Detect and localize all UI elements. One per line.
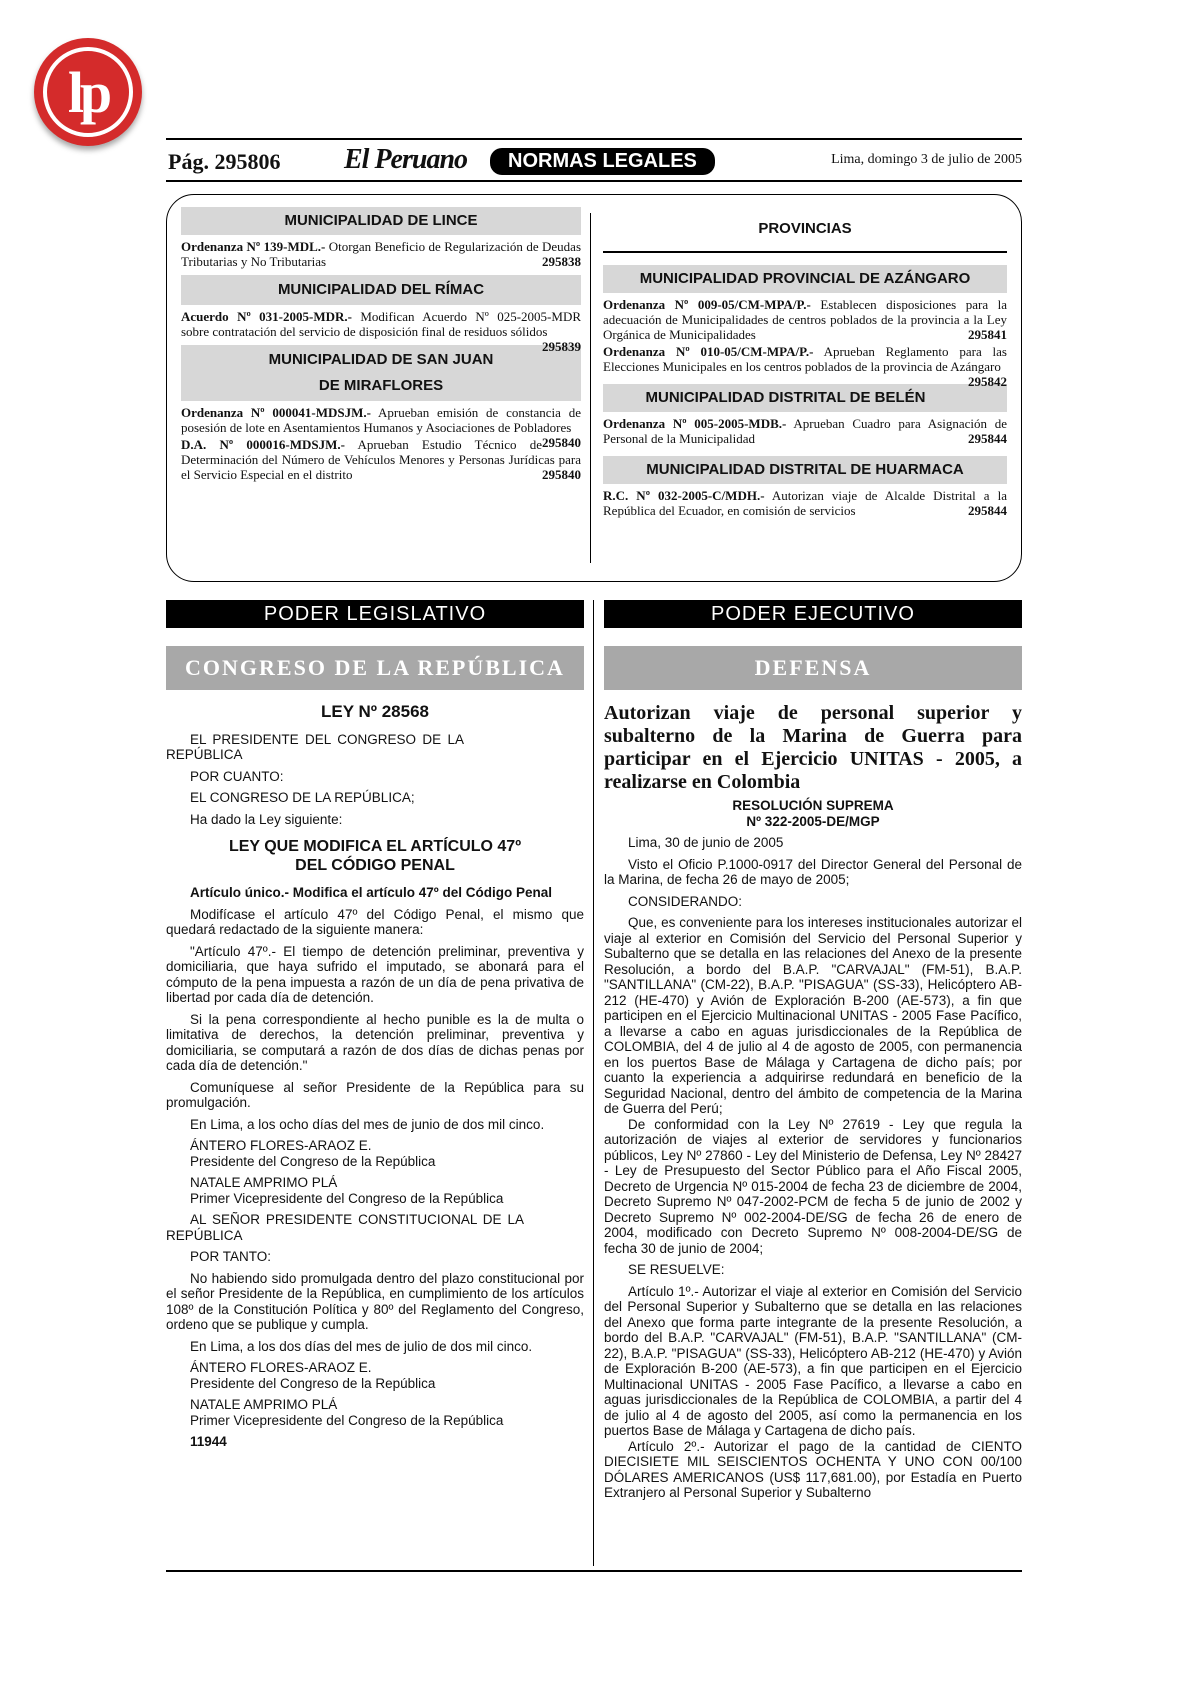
paragraph: Ha dado la Ley siguiente: [190, 811, 343, 827]
article-heading: Artículo único.- Modifica el artículo 47º del Código Penal [190, 885, 552, 900]
entry-ref: Acuerdo Nº 031-2005-MDR.- [181, 309, 352, 324]
paragraph: Artículo 1º.- Autorizar el viaje al exterior en Comisión del Servicio del Personal Superior y Subalterno que se detalla en las relaciones del Anexo que forma parte integrante de la presente Resolución, a bordo del B.A.P. "CARVAJAL" (FM-51), B.A.P. "SANTILLANA" (CM-22), B.A.P. "PISAGUA" (SS-33), Helicóptero AB-212 (HE-470) y Avión de Exploración B-200 (AE-573), a fin que participen en el Ejercicio Multinacional UNITAS - 2005 Fase Pacífico, a llevarse a cabo en aguas jurisdiccionales de la República de COLOMBIA, a partir del 4 de julio al 4 de agosto del 2005, así como la permanencia en los puertos Base de Málaga y Cartagena de dicho país. [604, 1283, 1022, 1438]
paragraph: Si la pena correspondiente al hecho punible es la de multa o limitativa de derechos, la detención preliminar, preventiva y domiciliaria, se computará a razón de dos días de dichas penas por cada día de detención." [166, 1011, 584, 1073]
entry-ref: R.C. Nº 032-2005-C/MDH.- [603, 488, 765, 503]
entry-ref: D.A. Nº 000016-MDSJM.- [181, 437, 345, 452]
entry-text: Establecen disposiciones para la adecuación de Municipalidades de centros poblados de la provincia a la Ley Orgánica de Municipalidades [603, 297, 1007, 342]
summary-right [603, 217, 1007, 524]
section-band-ejecutivo: PODER EJECUTIVO [604, 600, 1022, 628]
entry-text: Aprueban Estudio Técnico de Determinación del Número de Vehículos Menores y Personas Jurídicas para el Servicio Especial en el distrito [181, 437, 581, 482]
paragraph: EL CONGRESO DE LA REPÚBLICA; [190, 790, 415, 805]
summary-entry[interactable] [603, 344, 1007, 389]
article-headline: Autorizan viaje de personal superior y subalterno de la Marina de Guerra para participar en el Ejercicio UNITAS - 2005, a realizarse en Colombia [604, 702, 1022, 793]
subsection-defensa: DEFENSA [604, 646, 1022, 690]
paragraph: EL PRESIDENTE DEL CONGRESO DE LA REPÚBLICA [166, 731, 464, 762]
entry-page: 295842 [968, 374, 1007, 389]
page-number: Pág. 295806 [168, 149, 281, 174]
summary-entry[interactable] [181, 239, 581, 269]
entry-page: 295839 [542, 339, 581, 354]
summary-divider [590, 213, 591, 563]
provinces-heading: PROVINCIAS [603, 217, 1007, 253]
entry-text: Modifican Acuerdo Nº 025-2005-MDR sobre contratación del servicio de disposición final de residuos sólidos [181, 309, 582, 339]
signatory-name: ÁNTERO FLORES-ARAOZ E. [190, 1360, 372, 1375]
subsection-congreso: CONGRESO DE LA REPÚBLICA [166, 646, 584, 690]
paragraph: Artículo 2º.- Autorizar el pago de la cantidad de CIENTO DIECISIETE MIL SEISCIENTOS OCHENTA Y UNO CON 00/100 DÓLARES AMERICANOS (US$ 117,681.00), por Estadía en Puerto Extranjero al Personal Superior y Subalterno [604, 1438, 1022, 1500]
entry-page: 295841 [968, 327, 1007, 342]
document-code: 11944 [190, 1434, 227, 1449]
entry-ref: Ordenanza Nº 005-2005-MDB.- [603, 416, 787, 431]
paragraph: De conformidad con la Ley Nº 27619 - Ley que regula la autorización de viajes al exterior de servidores y funcionarios públicos, Ley Nº 27860 - Ley del Ministerio de Defensa, Ley Nº 28427 - Ley de Presupuesto del Sector Público para el Año Fiscal 2005, Decreto de Urgencia Nº 015-2004 de fecha 23 de diciembre de 2004, Decreto Supremo Nº 047-2002-PCM de fecha 5 de junio de 2002 y Decreto Supremo Nº 002-2004-DE/SG de fecha 26 de enero de 2004, modificado con Decreto Supremo Nº 008-2004-DE/SG de fecha 30 de junio de 2004; [604, 1116, 1022, 1256]
summary-heading: MUNICIPALIDAD DEL RÍMAC [181, 275, 581, 305]
left-article [166, 698, 584, 1456]
paragraph: POR CUANTO: [190, 768, 284, 784]
lp-logo-text: lp [43, 47, 133, 137]
page-header [166, 138, 1022, 182]
summary-heading: MUNICIPALIDAD DISTRITAL DE HUARMACA [603, 456, 1007, 484]
resolution-number: Nº 322-2005-DE/MGP [746, 813, 880, 829]
entry-page: 295844 [968, 503, 1007, 518]
summary-heading: MUNICIPALIDAD PROVINCIAL DE AZÁNGARO [603, 265, 1007, 293]
paragraph: Lima, 30 de junio de 2005 [628, 835, 784, 850]
summary-entry[interactable] [603, 488, 1007, 518]
paragraph: POR TANTO: [190, 1249, 272, 1264]
entry-page: 295840 [542, 467, 581, 482]
lp-logo [34, 38, 142, 146]
summary-entry[interactable] [603, 416, 1007, 446]
signatory-role: Primer Vicepresidente del Congreso de la República [190, 1190, 504, 1206]
entry-text: Aprueban emisión de constancia de posesión de lote en Asentamientos Humanos y Asociaciones de Pobladores [181, 405, 581, 435]
summary-box [166, 194, 1022, 582]
resolution-title: RESOLUCIÓN SUPREMA [732, 798, 894, 813]
bottom-rule [166, 1570, 1022, 1572]
summary-heading: MUNICIPALIDAD DE LINCE [181, 207, 581, 235]
paragraph: SE RESUELVE: [628, 1262, 725, 1277]
entry-page: 295844 [968, 431, 1007, 446]
summary-entry[interactable] [603, 297, 1007, 342]
paragraph: "Artículo 47º.- El tiempo de detención preliminar, preventiva y domiciliaria, que haya sufrido el imputado, se abonará para el cómputo de la pena impuesta a razón de un día de pena privativa de libertad por cada día de detención. [166, 943, 584, 1005]
paragraph: AL SEÑOR PRESIDENTE CONSTITUCIONAL DE LA REPÚBLICA [166, 1212, 524, 1243]
column-divider [593, 600, 594, 1566]
entry-page: 295840 [542, 435, 581, 450]
signatory-name: NATALE AMPRIMO PLÁ [190, 1175, 338, 1190]
entry-ref: Ordenanza Nº 009-05/CM-MPA/P.- [603, 297, 811, 312]
publication-name: El Peruano [344, 144, 468, 175]
entry-text: Aprueban Reglamento para las Elecciones Municipales en los centros poblados de la provincia de Azángaro [603, 344, 1007, 374]
paragraph: Visto el Oficio P.1000-0917 del Director General del Personal de la Marina, de fecha 26 de mayo de 2005; [604, 856, 1022, 887]
paragraph: CONSIDERANDO: [628, 893, 743, 909]
entry-text: Otorgan Beneficio de Regularización de Deudas Tributarias y No Tributarias [181, 239, 581, 269]
paragraph: En Lima, a los dos días del mes de julio de dos mil cinco. [190, 1338, 533, 1354]
entry-ref: Ordenanza Nº 000041-MDSJM.- [181, 405, 371, 420]
section-badge: NORMAS LEGALES [490, 148, 715, 175]
summary-entry[interactable] [181, 309, 582, 354]
signatory-name: NATALE AMPRIMO PLÁ [190, 1397, 338, 1412]
section-band-legislativo: PODER LEGISLATIVO [166, 600, 584, 628]
paragraph: En Lima, a los ocho días del mes de junio de dos mil cinco. [190, 1116, 545, 1132]
signatory-role: Primer Vicepresidente del Congreso de la República [190, 1412, 504, 1428]
law-number: LEY Nº 28568 [321, 702, 429, 721]
paragraph: No habiendo sido promulgada dentro del plazo constitucional por el señor Presidente de la República, en cumplimiento de los artículos 108º de la Constitución Política y 80º del Reglamento del Congreso, ordeno que se publique y cumpla. [166, 1270, 584, 1332]
law-name: LEY QUE MODIFICA EL ARTÍCULO 47º DEL CÓDIGO PENAL [228, 838, 522, 874]
entry-page: 295838 [542, 254, 581, 269]
summary-entry[interactable] [181, 437, 581, 482]
signatory-name: ÁNTERO FLORES-ARAOZ E. [190, 1138, 372, 1153]
summary-left [181, 207, 581, 488]
paragraph: Modifícase el artículo 47º del Código Penal, el mismo que quedará redactado de la siguiente manera: [166, 906, 584, 937]
right-article [604, 698, 1022, 1507]
issue-date: Lima, domingo 3 de julio de 2005 [831, 152, 1022, 167]
summary-heading: MUNICIPALIDAD DISTRITAL DE BELÉN [603, 384, 1007, 412]
paragraph: Comuníquese al señor Presidente de la República para su promulgación. [166, 1079, 584, 1110]
entry-ref: Ordenanza Nº 010-05/CM-MPA/P.- [603, 344, 814, 359]
entry-ref: Ordenanza Nº 139-MDL.- [181, 239, 326, 254]
signatory-role: Presidente del Congreso de la República [190, 1375, 436, 1391]
entry-text: Autorizan viaje de Alcalde Distrital a la República del Ecuador, en comisión de servicios [603, 488, 1007, 518]
summary-heading: MUNICIPALIDAD DE SAN JUAN DE MIRAFLORES [181, 345, 581, 401]
entry-text: Aprueban Cuadro para Asignación de Personal de la Municipalidad [603, 416, 1007, 446]
paragraph: Que, es conveniente para los intereses institucionales autorizar el viaje al exterior en Comisión del Servicio del Personal Superior y Subalterno que se detalla en las relaciones del Anexo de la presente Resolución, a bordo del B.A.P. "CARVAJAL" (FM-51), B.A.P. "SANTILLANA" (CM-22), B.A.P. "PISAGUA" (SS-33), Helicóptero AB-212 (HE-470) y Avión de Exploración B-200 (AE-573), a fin que participen en el Ejercicio Multinacional UNITAS - 2005 Fase Pacífico, a llevarse a cabo en aguas jurisdiccionales de la República de COLOMBIA, del 4 de julio al 4 de agosto de 2005, con permanencia en los puertos Base de Málaga y Cartagena de dicho país; por cuanto la experiencia a adquirirse redundará en beneficio de la Seguridad Nacional, dentro del ámbito de competencia de la Marina de Guerra del Perú; [604, 915, 1022, 1116]
signatory-role: Presidente del Congreso de la República [190, 1153, 436, 1169]
